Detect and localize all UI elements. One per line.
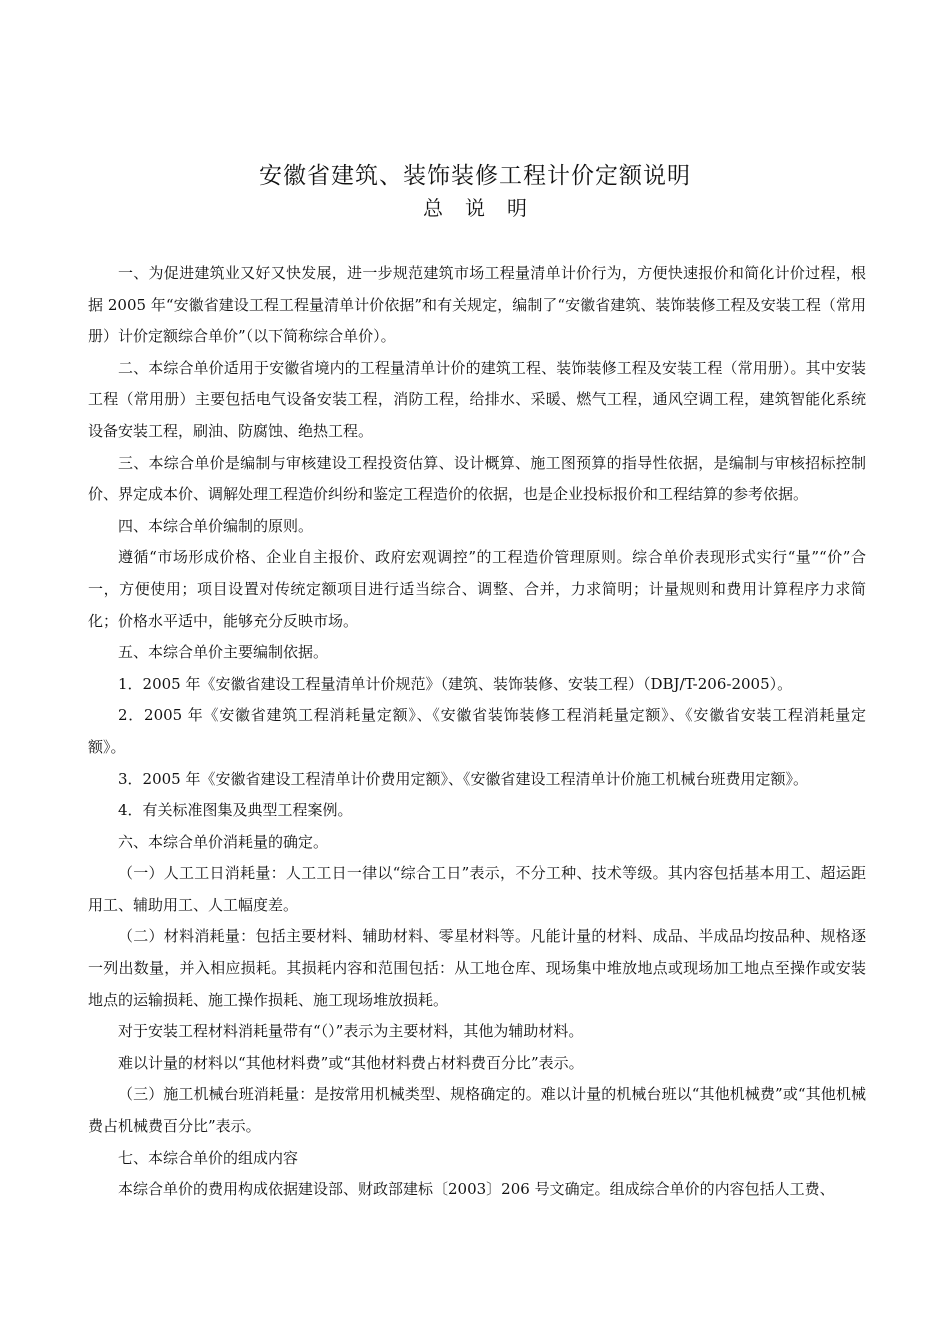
paragraph-16: （三）施工机械台班消耗量：是按常用机械类型、规格确定的。难以计量的机械台班以“其他机械费”或“其他机械费占机械费百分比”表示。 [88,1085,866,1136]
paragraph-13: （二）材料消耗量：包括主要材料、辅助材料、零星材料等。凡能计量的材料、成品、半成品均按品种、规格逐一列出数量，并入相应损耗。其损耗内容和范围包括：从工地仓库、现场集中堆放地点或现场加工地点至操作或安装地点的运输损耗、施工操作损耗、施工现场堆放损耗。 [88,927,866,1009]
paragraph-14: 对于安装工程材料消耗量带有“（）”表示为主要材料，其他为辅助材料。 [118,1022,584,1041]
paragraph-12: （一）人工工日消耗量：人工工日一律以“综合工日”表示，不分工种、技术等级。其内容包括基本用工、超运距用工、辅助用工、人工幅度差。 [88,864,866,914]
paragraph-17: 七、本综合单价的组成内容 [118,1148,299,1167]
paragraph-15: 难以计量的材料以“其他材料费”或“其他材料费占材料费百分比”表示。 [118,1053,584,1072]
document-body [88,258,866,1206]
paragraph-2: 二、本综合单价适用于安徽省境内的工程量清单计价的建筑工程、装饰装修工程及安装工程（常用册）。其中安装工程（常用册）主要包括电气设备安装工程，消防工程，给排水、采暖、燃气工程，通风空调工程，建筑智能化系统设备安装工程，刷油、防腐蚀、绝热工程。 [88,358,866,440]
document-title: 安徽省建筑、装饰装修工程计价定额说明 [259,163,691,189]
paragraph-1: 一、为促进建筑业又好又快发展，进一步规范建筑市场工程量清单计价行为，方便快速报价和简化计价过程，根据 2005 年“安徽省建设工程工程量清单计价依据”和有关规定，编制了“安徽省建筑、装饰装修工程及安装工程（常用册）计价定额综合单价”（以下简称综合单价）。 [88,264,866,346]
paragraph-7: 1．2005 年《安徽省建设工程量清单计价规范》（建筑、装饰装修、安装工程）（DBJ/T-206-2005）。 [118,674,793,693]
paragraph-10: 4．有关标准图集及典型工程案例。 [118,801,353,820]
document-subtitle: 总说明 [423,196,549,220]
paragraph-8: 2．2005 年《安徽省建筑工程消耗量定额》、《安徽省装饰装修工程消耗量定额》、《安徽省安装工程消耗量定额》。 [88,706,866,756]
paragraph-11: 六、本综合单价消耗量的确定。 [118,832,329,851]
paragraph-3: 三、本综合单价是编制与审核建设工程投资估算、设计概算、施工图预算的指导性依据，是编制与审核招标控制价、界定成本价、调解处理工程造价纠纷和鉴定工程造价的依据，也是企业投标报价和工程结算的参考依据。 [88,453,866,504]
paragraph-9: 3．2005 年《安徽省建设工程清单计价费用定额》、《安徽省建设工程清单计价施工机械台班费用定额》。 [118,769,808,788]
paragraph-6: 五、本综合单价主要编制依据。 [118,643,329,662]
paragraph-18: 本综合单价的费用构成依据建设部、财政部建标〔2003〕206 号文确定。组成综合单价的内容包括人工费、 [118,1180,835,1199]
paragraph-5: 遵循“市场形成价格、企业自主报价、政府宏观调控”的工程造价管理原则。综合单价表现形式实行“量”“价”合一，方便使用；项目设置对传统定额项目进行适当综合、调整、合并，力求简明；计量规则和费用计算程序力求简化；价格水平适中，能够充分反映市场。 [88,548,866,630]
paragraph-4: 四、本综合单价编制的原则。 [118,516,314,535]
